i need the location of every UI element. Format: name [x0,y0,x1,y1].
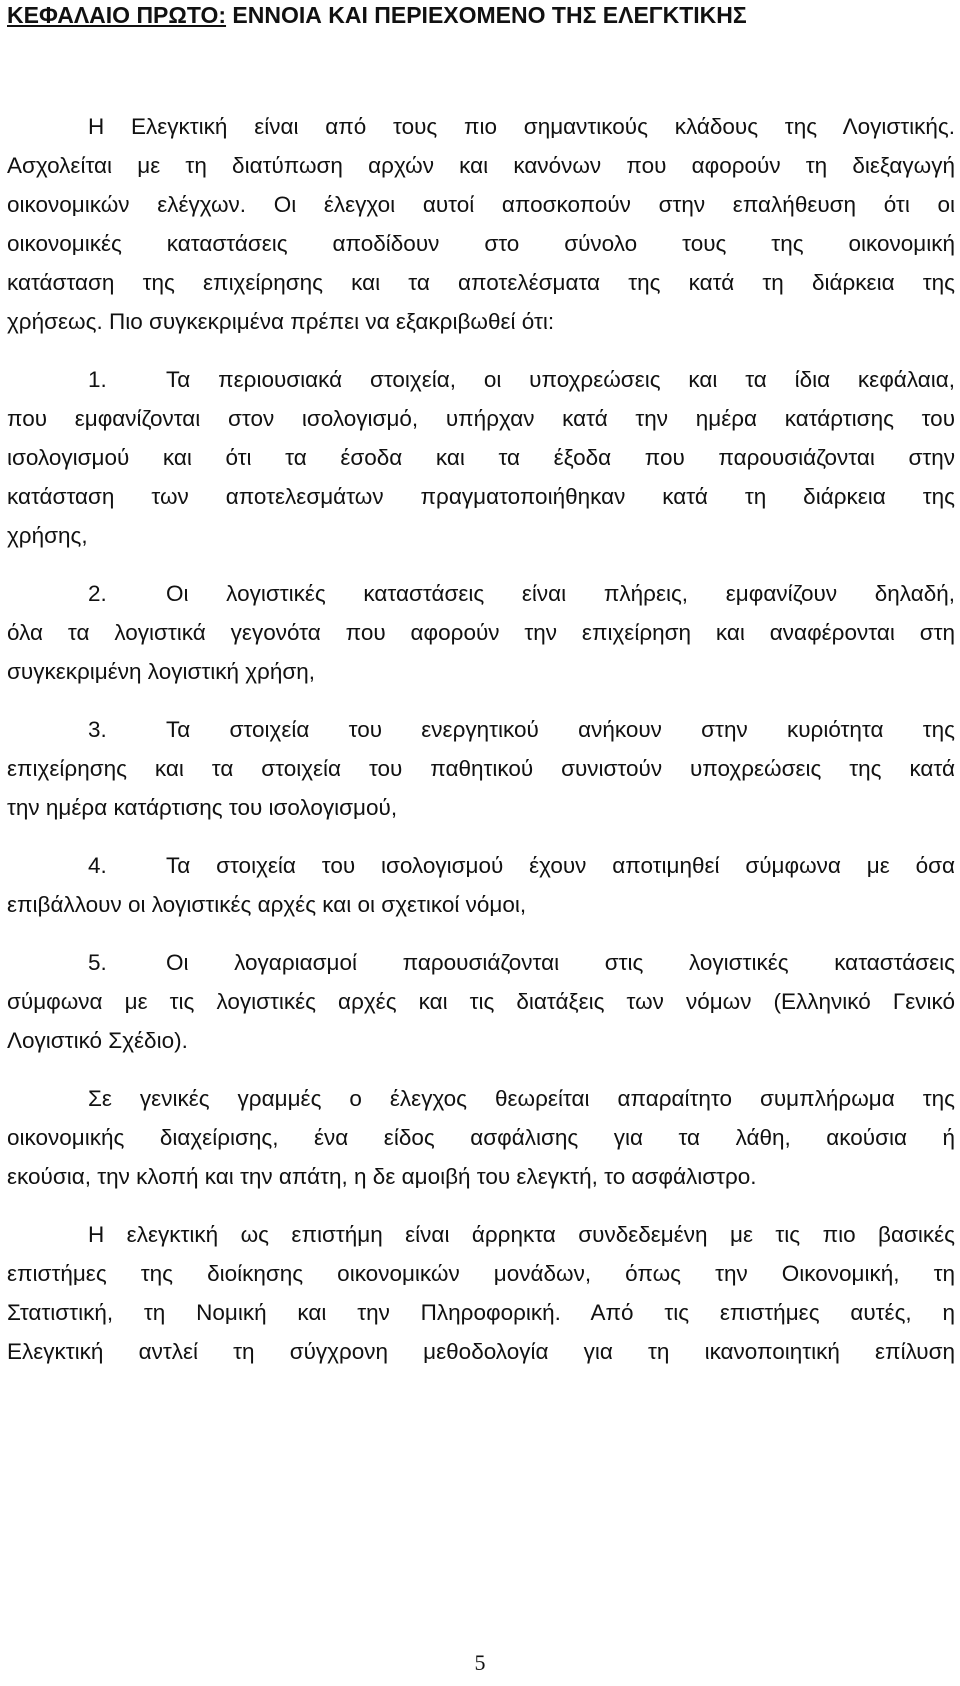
text-line [7,846,955,885]
page-number: 5 [474,1650,486,1675]
text-line: επιχείρησης και τα στοιχεία του παθητικού συνιστούν υποχρεώσεις της κατά [7,756,955,781]
text-line: Ασχολείται με τη διατύπωση αρχών και κανόνων που αφορούν τη διεξαγωγή [7,153,955,178]
general-paragraph [7,1079,955,1196]
text-line: που εμφανίζονται στον ισολογισμό, υπήρχαν κατά την ημέρα κατάρτισης του [7,406,955,431]
text-line [7,710,955,749]
text-line: ισολογισμού και ότι τα έσοδα και τα έξοδα που παρουσιάζονται στην [7,445,955,470]
text-line: σύμφωνα με τις λογιστικές αρχές και τις διατάξεις των νόμων (Ελληνικό Γενικό [7,989,955,1014]
science-paragraph [7,1215,955,1371]
list-item [7,574,955,691]
list-item [7,846,955,924]
text-line: Σε γενικές γραμμές ο έλεγχος θεωρείται απαραίτητο συμπλήρωμα της [88,1086,955,1111]
text-line: Ελεγκτική αντλεί τη σύγχρονη μεθοδολογία για τη ικανοποιητική επίλυση [7,1339,955,1364]
text-line [7,574,955,613]
chapter-title: ΕΝΝΟΙΑ ΚΑΙ ΠΕΡΙΕΧΟΜΕΝΟ ΤΗΣ ΕΛΕΓΚΤΙΚΗΣ [226,2,747,28]
item-text: Οι λογιστικές καταστάσεις είναι πλήρεις, εμφανίζουν δηλαδή, [166,581,955,606]
list-item [7,360,955,555]
item-number: 3. [88,717,107,742]
text-line: επιστήμες της διοίκησης οικονομικών μονάδων, όπως την Οικονομική, τη [7,1261,955,1286]
list-item [7,710,955,827]
item-text: Οι λογαριασμοί παρουσιάζονται στις λογιστικές καταστάσεις [166,950,955,975]
text-line: οικονομικής διαχείρισης, ένα είδος ασφάλισης για τα λάθη, ακούσια ή [7,1125,955,1150]
text-line: Η ελεγκτική ως επιστήμη είναι άρρηκτα συνδεδεμένη με τις πιο βασικές [88,1222,955,1247]
body-text [7,107,955,1371]
item-number: 5. [88,950,107,975]
text-line: συγκεκριμένη λογιστική χρήση, [7,659,316,684]
text-line: Λογιστικό Σχέδιο). [7,1028,188,1053]
text-line: κατάσταση των αποτελεσμάτων πραγματοποιήθηκαν κατά τη διάρκεια της [7,484,955,509]
item-text: Τα περιουσιακά στοιχεία, οι υποχρεώσεις και τα ίδια κεφάλαια, [166,367,955,392]
item-number: 4. [88,853,107,878]
text-line: οικονομικών ελέγχων. Οι έλεγχοι αυτοί αποσκοπούν στην επαλήθευση ότι οι [7,192,955,217]
text-line: Στατιστική, τη Νομική και την Πληροφορική. Από τις επιστήμες αυτές, η [7,1300,955,1325]
chapter-label: ΚΕΦΑΛΑΙΟ ΠΡΩΤΟ: [7,2,227,28]
intro-paragraph [7,107,955,341]
text-line: χρήσης, [7,523,88,548]
text-line: κατάσταση της επιχείρησης και τα αποτελέσματα της κατά τη διάρκεια της [7,270,955,295]
item-number: 2. [88,581,107,606]
text-line: όλα τα λογιστικά γεγονότα που αφορούν την επιχείρηση και αναφέρονται στη [7,620,955,645]
item-text: Τα στοιχεία του ισολογισμού έχουν αποτιμηθεί σύμφωνα με όσα [166,853,955,878]
text-line: επιβάλλουν οι λογιστικές αρχές και οι σχετικοί νόμοι, [7,892,527,917]
text-line [7,360,955,399]
chapter-heading [7,0,747,30]
text-line: εκούσια, την κλοπή και την απάτη, η δε αμοιβή του ελεγκτή, το ασφάλιστρο. [7,1164,757,1189]
text-line: την ημέρα κατάρτισης του ισολογισμού, [7,795,398,820]
text-line [7,943,955,982]
item-number: 1. [88,367,107,392]
text-line: οικονομικές καταστάσεις αποδίδουν στο σύνολο τους της οικονομική [7,231,955,256]
text-line: Η Ελεγκτική είναι από τους πιο σημαντικούς κλάδους της Λογιστικής. [88,114,955,139]
text-line: χρήσεως. Πιο συγκεκριμένα πρέπει να εξακριβωθεί ότι: [7,309,555,334]
item-text: Τα στοιχεία του ενεργητικού ανήκουν στην κυριότητα της [166,717,955,742]
list-item [7,943,955,1060]
